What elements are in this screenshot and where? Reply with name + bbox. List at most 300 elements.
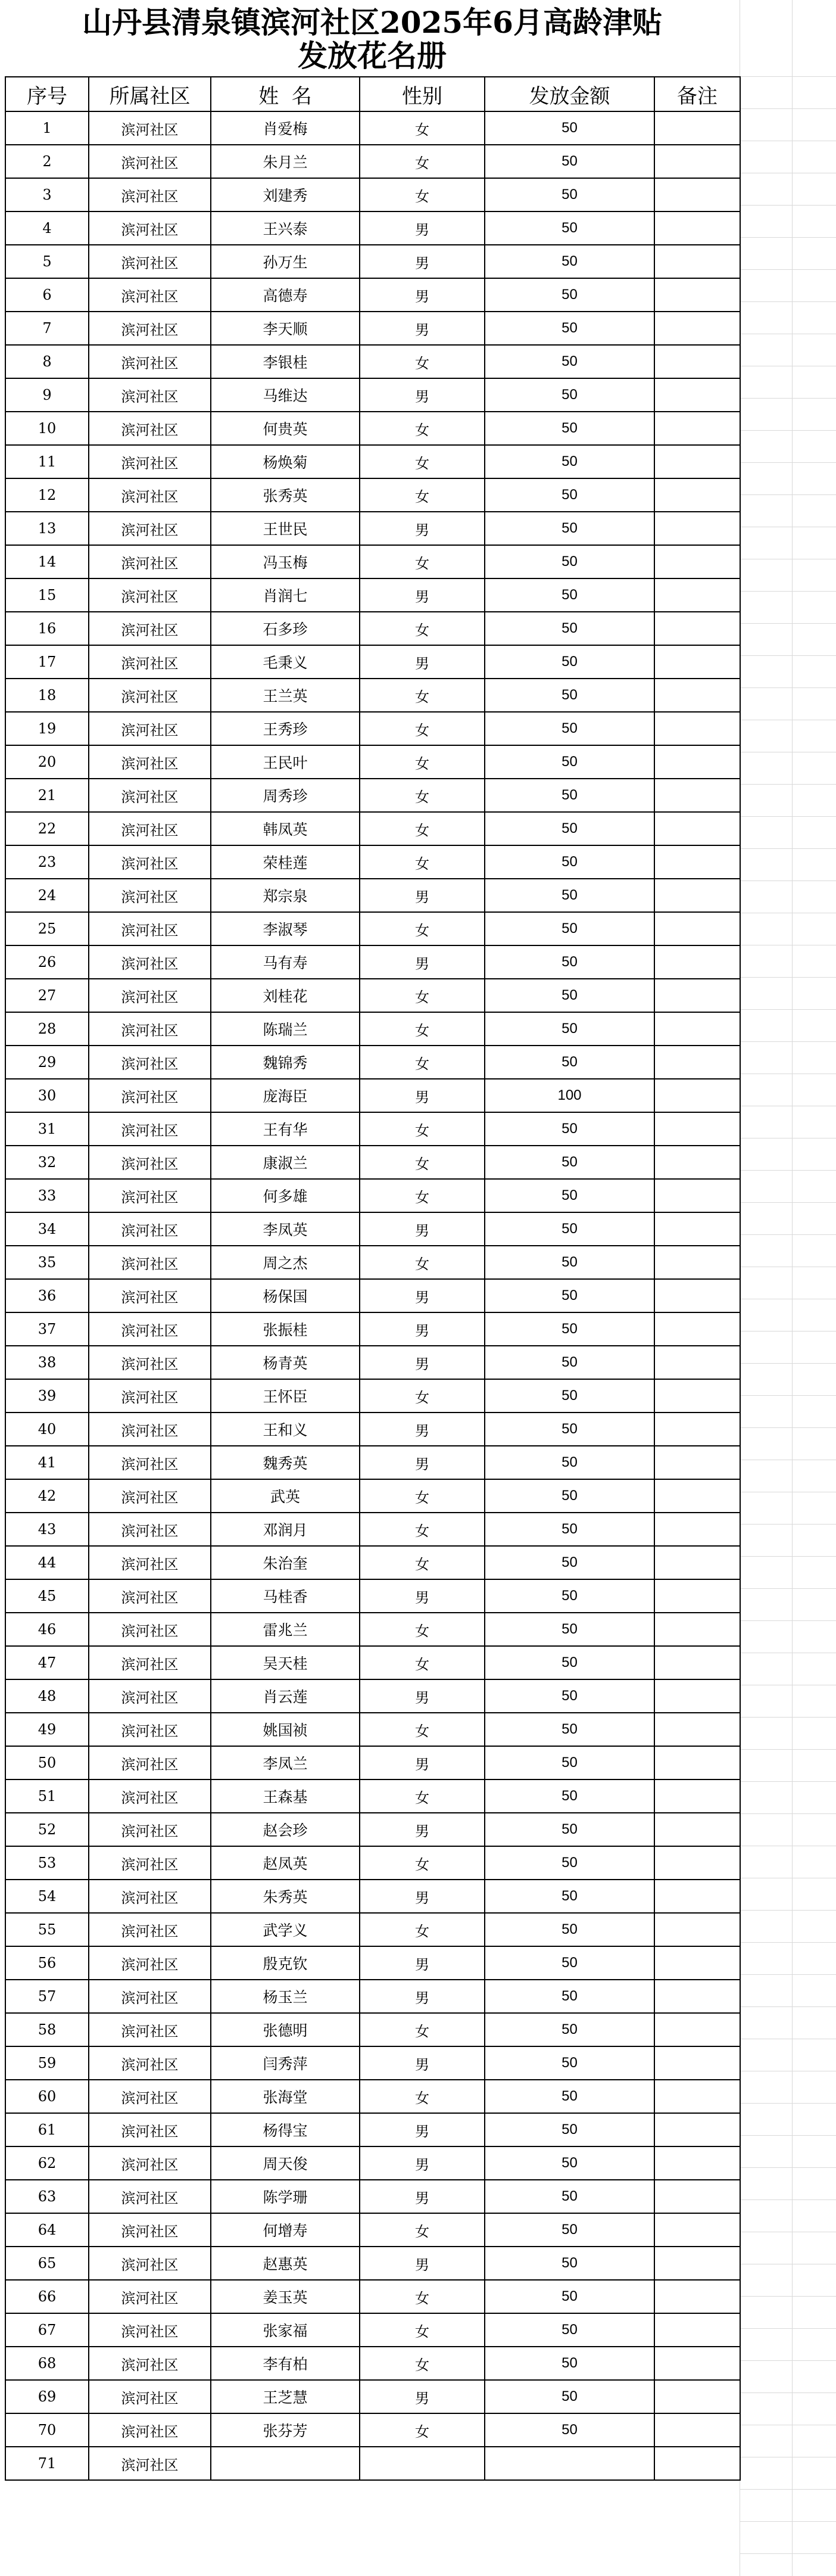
- cell-amount[interactable]: 50: [485, 1112, 654, 1146]
- cell-name[interactable]: 荣桂莲: [211, 845, 360, 879]
- cell-gender[interactable]: 男: [360, 245, 485, 278]
- cell-community[interactable]: 滨河社区: [89, 712, 211, 745]
- cell-community[interactable]: 滨河社区: [89, 1579, 211, 1613]
- cell-amount[interactable]: 50: [485, 2213, 654, 2247]
- cell-remarks[interactable]: [654, 679, 740, 712]
- cell-remarks[interactable]: [654, 1312, 740, 1346]
- cell-name[interactable]: 马维达: [211, 378, 360, 412]
- cell-amount[interactable]: 50: [485, 378, 654, 412]
- cell-gender[interactable]: 男: [360, 1079, 485, 1112]
- cell-community[interactable]: 滨河社区: [89, 1379, 211, 1413]
- cell-serial-no[interactable]: 16: [5, 612, 89, 645]
- cell-amount[interactable]: 50: [485, 879, 654, 912]
- cell-community[interactable]: 滨河社区: [89, 2213, 211, 2247]
- cell-serial-no[interactable]: 66: [5, 2280, 89, 2313]
- cell-gender[interactable]: 女: [360, 712, 485, 745]
- cell-community[interactable]: 滨河社区: [89, 2380, 211, 2413]
- cell-gender[interactable]: 女: [360, 1046, 485, 1079]
- cell-community[interactable]: 滨河社区: [89, 1079, 211, 1112]
- cell-amount[interactable]: 50: [485, 345, 654, 378]
- cell-amount[interactable]: 50: [485, 812, 654, 845]
- cell-amount[interactable]: 50: [485, 2013, 654, 2046]
- cell-community[interactable]: 滨河社区: [89, 2413, 211, 2447]
- cell-name[interactable]: 陈学珊: [211, 2180, 360, 2213]
- header-amount[interactable]: 发放金额: [485, 77, 654, 111]
- cell-amount[interactable]: 50: [485, 2313, 654, 2347]
- cell-serial-no[interactable]: 11: [5, 445, 89, 478]
- cell-serial-no[interactable]: 61: [5, 2113, 89, 2146]
- cell-amount[interactable]: 50: [485, 1046, 654, 1079]
- cell-serial-no[interactable]: 62: [5, 2146, 89, 2180]
- cell-name[interactable]: 杨青英: [211, 1346, 360, 1379]
- cell-serial-no[interactable]: 25: [5, 912, 89, 945]
- cell-amount[interactable]: 50: [485, 478, 654, 512]
- cell-serial-no[interactable]: 53: [5, 1846, 89, 1880]
- cell-name[interactable]: 何贵英: [211, 412, 360, 445]
- cell-remarks[interactable]: [654, 278, 740, 312]
- cell-remarks[interactable]: [654, 1112, 740, 1146]
- cell-name[interactable]: 韩凤英: [211, 812, 360, 845]
- cell-remarks[interactable]: [654, 1012, 740, 1046]
- cell-serial-no[interactable]: 71: [5, 2447, 89, 2480]
- cell-community[interactable]: 滨河社区: [89, 2080, 211, 2113]
- cell-gender[interactable]: 男: [360, 1312, 485, 1346]
- cell-name[interactable]: 朱月兰: [211, 145, 360, 178]
- cell-remarks[interactable]: [654, 979, 740, 1012]
- cell-serial-no[interactable]: 6: [5, 278, 89, 312]
- cell-remarks[interactable]: [654, 2146, 740, 2180]
- cell-community[interactable]: 滨河社区: [89, 1246, 211, 1279]
- cell-remarks[interactable]: [654, 1880, 740, 1913]
- cell-community[interactable]: 滨河社区: [89, 312, 211, 345]
- cell-name[interactable]: 肖云莲: [211, 1679, 360, 1713]
- cell-name[interactable]: 肖爱梅: [211, 111, 360, 145]
- cell-remarks[interactable]: [654, 1513, 740, 1546]
- cell-amount[interactable]: 50: [485, 1913, 654, 1946]
- cell-gender[interactable]: 女: [360, 812, 485, 845]
- cell-serial-no[interactable]: 36: [5, 1279, 89, 1312]
- header-gender[interactable]: 性别: [360, 77, 485, 111]
- cell-name[interactable]: 武英: [211, 1479, 360, 1513]
- cell-amount[interactable]: 50: [485, 912, 654, 945]
- cell-community[interactable]: 滨河社区: [89, 545, 211, 578]
- cell-community[interactable]: 滨河社区: [89, 345, 211, 378]
- cell-remarks[interactable]: [654, 345, 740, 378]
- cell-community[interactable]: 滨河社区: [89, 1046, 211, 1079]
- cell-name[interactable]: 高德寿: [211, 278, 360, 312]
- cell-name[interactable]: 张德明: [211, 2013, 360, 2046]
- cell-name[interactable]: 张芬芳: [211, 2413, 360, 2447]
- cell-community[interactable]: 滨河社区: [89, 1346, 211, 1379]
- cell-remarks[interactable]: [654, 879, 740, 912]
- cell-community[interactable]: 滨河社区: [89, 1413, 211, 1446]
- cell-gender[interactable]: 女: [360, 1246, 485, 1279]
- cell-community[interactable]: 滨河社区: [89, 812, 211, 845]
- cell-community[interactable]: 滨河社区: [89, 612, 211, 645]
- cell-remarks[interactable]: [654, 2113, 740, 2146]
- cell-gender[interactable]: 女: [360, 145, 485, 178]
- cell-gender[interactable]: 男: [360, 1980, 485, 2013]
- cell-name[interactable]: 王秀珍: [211, 712, 360, 745]
- cell-amount[interactable]: 50: [485, 178, 654, 211]
- cell-remarks[interactable]: [654, 2080, 740, 2113]
- cell-serial-no[interactable]: 3: [5, 178, 89, 211]
- cell-serial-no[interactable]: 31: [5, 1112, 89, 1146]
- cell-gender[interactable]: 男: [360, 512, 485, 545]
- cell-serial-no[interactable]: 54: [5, 1880, 89, 1913]
- cell-remarks[interactable]: [654, 1546, 740, 1579]
- cell-amount[interactable]: 50: [485, 1346, 654, 1379]
- cell-name[interactable]: 周之杰: [211, 1246, 360, 1279]
- cell-name[interactable]: 杨焕菊: [211, 445, 360, 478]
- cell-name[interactable]: 张海堂: [211, 2080, 360, 2113]
- cell-gender[interactable]: 男: [360, 2180, 485, 2213]
- cell-serial-no[interactable]: 45: [5, 1579, 89, 1613]
- cell-amount[interactable]: 50: [485, 1646, 654, 1679]
- cell-community[interactable]: 滨河社区: [89, 245, 211, 278]
- cell-remarks[interactable]: [654, 1346, 740, 1379]
- cell-gender[interactable]: 男: [360, 378, 485, 412]
- cell-serial-no[interactable]: 34: [5, 1212, 89, 1246]
- cell-community[interactable]: 滨河社区: [89, 945, 211, 979]
- cell-amount[interactable]: 50: [485, 412, 654, 445]
- cell-remarks[interactable]: [654, 378, 740, 412]
- cell-serial-no[interactable]: 38: [5, 1346, 89, 1379]
- cell-serial-no[interactable]: 22: [5, 812, 89, 845]
- cell-gender[interactable]: 女: [360, 1379, 485, 1413]
- cell-amount[interactable]: 50: [485, 1246, 654, 1279]
- cell-remarks[interactable]: [654, 1813, 740, 1846]
- cell-gender[interactable]: 女: [360, 845, 485, 879]
- cell-serial-no[interactable]: 1: [5, 111, 89, 145]
- cell-gender[interactable]: 男: [360, 879, 485, 912]
- cell-serial-no[interactable]: 7: [5, 312, 89, 345]
- cell-serial-no[interactable]: 42: [5, 1479, 89, 1513]
- cell-community[interactable]: 滨河社区: [89, 1012, 211, 1046]
- cell-remarks[interactable]: [654, 1946, 740, 1980]
- cell-community[interactable]: 滨河社区: [89, 2280, 211, 2313]
- cell-community[interactable]: 滨河社区: [89, 445, 211, 478]
- cell-serial-no[interactable]: 57: [5, 1980, 89, 2013]
- cell-remarks[interactable]: [654, 945, 740, 979]
- cell-remarks[interactable]: [654, 1613, 740, 1646]
- cell-amount[interactable]: 50: [485, 2046, 654, 2080]
- cell-amount[interactable]: 50: [485, 1746, 654, 1779]
- cell-name[interactable]: 杨玉兰: [211, 1980, 360, 2013]
- cell-name[interactable]: 王和义: [211, 1413, 360, 1446]
- cell-serial-no[interactable]: 49: [5, 1713, 89, 1746]
- cell-amount[interactable]: 50: [485, 679, 654, 712]
- cell-remarks[interactable]: [654, 1046, 740, 1079]
- cell-gender[interactable]: 女: [360, 1179, 485, 1212]
- cell-serial-no[interactable]: 5: [5, 245, 89, 278]
- cell-gender[interactable]: 女: [360, 178, 485, 211]
- cell-amount[interactable]: 50: [485, 2247, 654, 2280]
- cell-remarks[interactable]: [654, 2180, 740, 2213]
- cell-name[interactable]: 王民叶: [211, 745, 360, 779]
- cell-remarks[interactable]: [654, 1212, 740, 1246]
- cell-serial-no[interactable]: 32: [5, 1146, 89, 1179]
- cell-gender[interactable]: 女: [360, 2347, 485, 2380]
- cell-remarks[interactable]: [654, 1579, 740, 1613]
- cell-amount[interactable]: 50: [485, 1679, 654, 1713]
- cell-gender[interactable]: 女: [360, 2313, 485, 2347]
- cell-serial-no[interactable]: 8: [5, 345, 89, 378]
- cell-community[interactable]: 滨河社区: [89, 111, 211, 145]
- cell-community[interactable]: 滨河社区: [89, 1479, 211, 1513]
- cell-remarks[interactable]: [654, 2013, 740, 2046]
- cell-name[interactable]: 赵会珍: [211, 1813, 360, 1846]
- header-name[interactable]: 姓 名: [211, 77, 360, 111]
- cell-serial-no[interactable]: 51: [5, 1779, 89, 1813]
- cell-name[interactable]: 马桂香: [211, 1579, 360, 1613]
- cell-amount[interactable]: 50: [485, 578, 654, 612]
- cell-name[interactable]: 王兰英: [211, 679, 360, 712]
- cell-gender[interactable]: 女: [360, 445, 485, 478]
- cell-remarks[interactable]: [654, 2413, 740, 2447]
- cell-name[interactable]: 邓润月: [211, 1513, 360, 1546]
- cell-serial-no[interactable]: 55: [5, 1913, 89, 1946]
- cell-serial-no[interactable]: 50: [5, 1746, 89, 1779]
- cell-remarks[interactable]: [654, 1679, 740, 1713]
- cell-remarks[interactable]: [654, 245, 740, 278]
- cell-amount[interactable]: 50: [485, 945, 654, 979]
- cell-remarks[interactable]: [654, 1713, 740, 1746]
- cell-gender[interactable]: 女: [360, 979, 485, 1012]
- cell-serial-no[interactable]: 33: [5, 1179, 89, 1212]
- cell-amount[interactable]: 50: [485, 1312, 654, 1346]
- cell-amount[interactable]: 50: [485, 211, 654, 245]
- cell-community[interactable]: 滨河社区: [89, 679, 211, 712]
- cell-name[interactable]: 肖润七: [211, 578, 360, 612]
- cell-community[interactable]: 滨河社区: [89, 1746, 211, 1779]
- cell-community[interactable]: 滨河社区: [89, 211, 211, 245]
- cell-serial-no[interactable]: 19: [5, 712, 89, 745]
- cell-name[interactable]: 周天俊: [211, 2146, 360, 2180]
- cell-amount[interactable]: 50: [485, 2413, 654, 2447]
- cell-remarks[interactable]: [654, 111, 740, 145]
- cell-gender[interactable]: 男: [360, 2113, 485, 2146]
- cell-amount[interactable]: 50: [485, 645, 654, 679]
- cell-amount[interactable]: 50: [485, 1413, 654, 1446]
- cell-name[interactable]: 刘建秀: [211, 178, 360, 211]
- cell-name[interactable]: 石多珍: [211, 612, 360, 645]
- cell-remarks[interactable]: [654, 779, 740, 812]
- cell-name[interactable]: 何增寿: [211, 2213, 360, 2247]
- cell-gender[interactable]: 女: [360, 1112, 485, 1146]
- cell-community[interactable]: 滨河社区: [89, 1446, 211, 1479]
- cell-remarks[interactable]: [654, 1446, 740, 1479]
- cell-gender[interactable]: 男: [360, 1746, 485, 1779]
- cell-name[interactable]: 何多雄: [211, 1179, 360, 1212]
- cell-serial-no[interactable]: 13: [5, 512, 89, 545]
- cell-gender[interactable]: 男: [360, 1279, 485, 1312]
- cell-gender[interactable]: 女: [360, 2413, 485, 2447]
- cell-remarks[interactable]: [654, 1913, 740, 1946]
- cell-name[interactable]: 杨保国: [211, 1279, 360, 1312]
- cell-gender[interactable]: 女: [360, 2213, 485, 2247]
- cell-gender[interactable]: 女: [360, 779, 485, 812]
- cell-gender[interactable]: 男: [360, 945, 485, 979]
- cell-name[interactable]: 魏秀英: [211, 1446, 360, 1479]
- cell-name[interactable]: 李凤兰: [211, 1746, 360, 1779]
- cell-amount[interactable]: 50: [485, 111, 654, 145]
- cell-community[interactable]: 滨河社区: [89, 1312, 211, 1346]
- cell-gender[interactable]: 男: [360, 1413, 485, 1446]
- cell-community[interactable]: 滨河社区: [89, 1112, 211, 1146]
- cell-name[interactable]: 康淑兰: [211, 1146, 360, 1179]
- cell-community[interactable]: 滨河社区: [89, 2347, 211, 2380]
- cell-remarks[interactable]: [654, 812, 740, 845]
- cell-remarks[interactable]: [654, 1179, 740, 1212]
- cell-remarks[interactable]: [654, 612, 740, 645]
- cell-serial-no[interactable]: 65: [5, 2247, 89, 2280]
- cell-remarks[interactable]: [654, 545, 740, 578]
- cell-community[interactable]: 滨河社区: [89, 2247, 211, 2280]
- cell-name[interactable]: 朱秀英: [211, 1880, 360, 1913]
- cell-remarks[interactable]: [654, 1246, 740, 1279]
- cell-amount[interactable]: 50: [485, 545, 654, 578]
- cell-remarks[interactable]: [654, 1980, 740, 2013]
- cell-community[interactable]: 滨河社区: [89, 145, 211, 178]
- cell-amount[interactable]: 50: [485, 512, 654, 545]
- cell-amount[interactable]: 50: [485, 278, 654, 312]
- cell-community[interactable]: 滨河社区: [89, 645, 211, 679]
- cell-remarks[interactable]: [654, 145, 740, 178]
- cell-name[interactable]: 王芝慧: [211, 2380, 360, 2413]
- cell-community[interactable]: 滨河社区: [89, 2313, 211, 2347]
- cell-gender[interactable]: 男: [360, 645, 485, 679]
- cell-community[interactable]: 滨河社区: [89, 2180, 211, 2213]
- cell-community[interactable]: 滨河社区: [89, 478, 211, 512]
- cell-remarks[interactable]: [654, 2046, 740, 2080]
- cell-gender[interactable]: 男: [360, 1446, 485, 1479]
- cell-community[interactable]: 滨河社区: [89, 512, 211, 545]
- cell-remarks[interactable]: [654, 1479, 740, 1513]
- cell-name[interactable]: 冯玉梅: [211, 545, 360, 578]
- cell-serial-no[interactable]: 70: [5, 2413, 89, 2447]
- cell-amount[interactable]: 50: [485, 1946, 654, 1980]
- cell-serial-no[interactable]: 37: [5, 1312, 89, 1346]
- cell-amount[interactable]: 50: [485, 445, 654, 478]
- cell-gender[interactable]: 女: [360, 2013, 485, 2046]
- cell-name[interactable]: 赵惠英: [211, 2247, 360, 2280]
- cell-serial-no[interactable]: 14: [5, 545, 89, 578]
- cell-amount[interactable]: 50: [485, 1146, 654, 1179]
- cell-serial-no[interactable]: 26: [5, 945, 89, 979]
- cell-name[interactable]: 朱治奎: [211, 1546, 360, 1579]
- cell-gender[interactable]: 女: [360, 679, 485, 712]
- cell-community[interactable]: 滨河社区: [89, 1946, 211, 1980]
- cell-name[interactable]: 李有柏: [211, 2347, 360, 2380]
- cell-name[interactable]: 毛秉义: [211, 645, 360, 679]
- cell-community[interactable]: 滨河社区: [89, 378, 211, 412]
- cell-serial-no[interactable]: 47: [5, 1646, 89, 1679]
- cell-serial-no[interactable]: 41: [5, 1446, 89, 1479]
- cell-amount[interactable]: 50: [485, 1479, 654, 1513]
- cell-serial-no[interactable]: 44: [5, 1546, 89, 1579]
- cell-serial-no[interactable]: 20: [5, 745, 89, 779]
- cell-amount[interactable]: 50: [485, 245, 654, 278]
- cell-name[interactable]: [211, 2447, 360, 2480]
- cell-community[interactable]: 滨河社区: [89, 2113, 211, 2146]
- cell-community[interactable]: 滨河社区: [89, 1813, 211, 1846]
- cell-gender[interactable]: 女: [360, 1846, 485, 1880]
- cell-remarks[interactable]: [654, 2213, 740, 2247]
- cell-amount[interactable]: 50: [485, 1813, 654, 1846]
- cell-name[interactable]: 郑宗泉: [211, 879, 360, 912]
- cell-gender[interactable]: 男: [360, 2247, 485, 2280]
- cell-remarks[interactable]: [654, 845, 740, 879]
- cell-amount[interactable]: 50: [485, 145, 654, 178]
- cell-name[interactable]: 李银桂: [211, 345, 360, 378]
- cell-remarks[interactable]: [654, 2447, 740, 2480]
- cell-name[interactable]: 陈瑞兰: [211, 1012, 360, 1046]
- cell-name[interactable]: 武学义: [211, 1913, 360, 1946]
- cell-remarks[interactable]: [654, 1279, 740, 1312]
- cell-name[interactable]: 王兴泰: [211, 211, 360, 245]
- cell-serial-no[interactable]: 23: [5, 845, 89, 879]
- cell-amount[interactable]: 50: [485, 1012, 654, 1046]
- cell-amount[interactable]: 100: [485, 1079, 654, 1112]
- cell-name[interactable]: 吴天桂: [211, 1646, 360, 1679]
- cell-community[interactable]: 滨河社区: [89, 1779, 211, 1813]
- cell-remarks[interactable]: [654, 2380, 740, 2413]
- cell-remarks[interactable]: [654, 2280, 740, 2313]
- cell-name[interactable]: 孙万生: [211, 245, 360, 278]
- cell-serial-no[interactable]: 29: [5, 1046, 89, 1079]
- cell-name[interactable]: 李淑琴: [211, 912, 360, 945]
- cell-serial-no[interactable]: 69: [5, 2380, 89, 2413]
- cell-serial-no[interactable]: 68: [5, 2347, 89, 2380]
- cell-amount[interactable]: 50: [485, 1546, 654, 1579]
- cell-name[interactable]: 赵凤英: [211, 1846, 360, 1880]
- cell-community[interactable]: 滨河社区: [89, 278, 211, 312]
- cell-serial-no[interactable]: 9: [5, 378, 89, 412]
- cell-name[interactable]: 王世民: [211, 512, 360, 545]
- cell-community[interactable]: 滨河社区: [89, 1146, 211, 1179]
- cell-name[interactable]: 王有华: [211, 1112, 360, 1146]
- cell-amount[interactable]: 50: [485, 2280, 654, 2313]
- cell-community[interactable]: 滨河社区: [89, 1179, 211, 1212]
- cell-remarks[interactable]: [654, 1846, 740, 1880]
- cell-amount[interactable]: 50: [485, 1713, 654, 1746]
- cell-gender[interactable]: 女: [360, 1479, 485, 1513]
- cell-amount[interactable]: 50: [485, 745, 654, 779]
- cell-name[interactable]: 李天顺: [211, 312, 360, 345]
- cell-serial-no[interactable]: 52: [5, 1813, 89, 1846]
- cell-community[interactable]: 滨河社区: [89, 1646, 211, 1679]
- cell-remarks[interactable]: [654, 478, 740, 512]
- cell-community[interactable]: 滨河社区: [89, 845, 211, 879]
- cell-gender[interactable]: 男: [360, 1679, 485, 1713]
- cell-remarks[interactable]: [654, 211, 740, 245]
- cell-name[interactable]: 姚国祯: [211, 1713, 360, 1746]
- header-serial-no[interactable]: 序号: [5, 77, 89, 111]
- cell-gender[interactable]: 女: [360, 478, 485, 512]
- cell-amount[interactable]: 50: [485, 779, 654, 812]
- cell-amount[interactable]: 50: [485, 845, 654, 879]
- cell-remarks[interactable]: [654, 445, 740, 478]
- cell-amount[interactable]: 50: [485, 1379, 654, 1413]
- cell-community[interactable]: 滨河社区: [89, 578, 211, 612]
- cell-serial-no[interactable]: 15: [5, 578, 89, 612]
- cell-serial-no[interactable]: 18: [5, 679, 89, 712]
- cell-community[interactable]: 滨河社区: [89, 879, 211, 912]
- cell-gender[interactable]: 女: [360, 2080, 485, 2113]
- cell-serial-no[interactable]: 59: [5, 2046, 89, 2080]
- cell-community[interactable]: 滨河社区: [89, 178, 211, 211]
